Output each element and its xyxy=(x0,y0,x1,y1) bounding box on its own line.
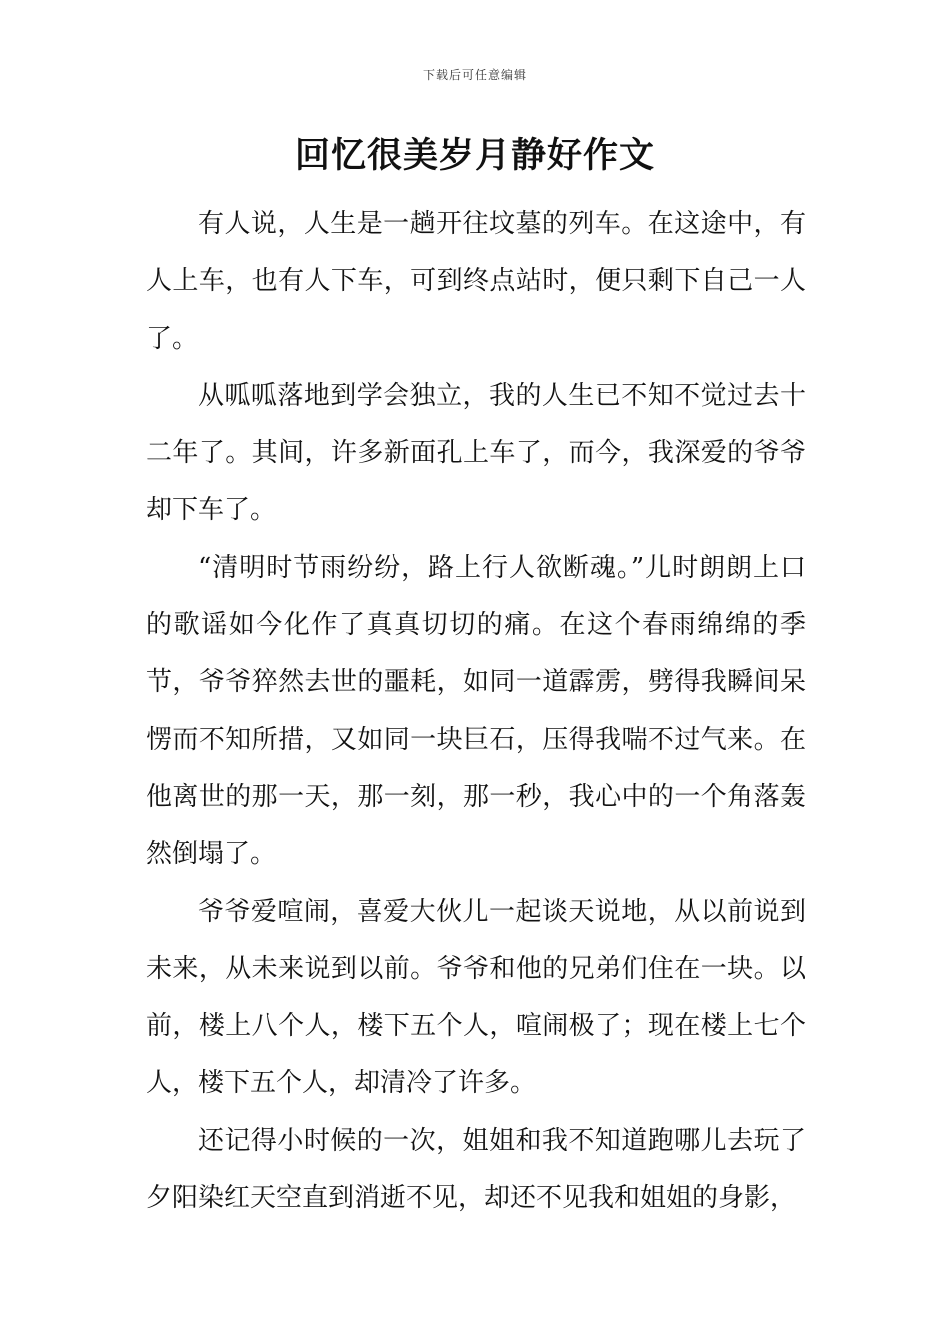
paragraph-3: “清明时节雨纷纷，路上行人欲断魂。”儿时朗朗上口的歌谣如今化作了真真切切的痛。在这个春雨绵绵的季节，爷爷猝然去世的噩耗，如同一道霹雳，劈得我瞬间呆愣而不知所措，又如同一块巨石，压得我喘不过气来。在他离世的那一天，那一刻，那一秒，我心中的一个角落轰然倒塌了。 xyxy=(146,552,806,870)
paragraph-2: 从呱呱落地到学会独立，我的人生已不知不觉过去十二年了。其间，许多新面孔上车了，而今，我深爱的爷爷却下车了。 xyxy=(146,380,806,526)
paragraph-5: 还记得小时候的一次，姐姐和我不知道跑哪儿去玩了夕阳染红天空直到消逝不见，却还不见我和姐姐的身影， xyxy=(146,1125,806,1214)
document-body xyxy=(146,196,806,1227)
paragraph-4: 爷爷爱喧闹，喜爱大伙儿一起谈天说地，从以前说到未来，从未来说到以前。爷爷和他的兄弟们住在一块。以前，楼上八个人，楼下五个人，喧闹极了；现在楼上七个人，楼下五个人，却清冷了许多。 xyxy=(146,896,806,1099)
paragraph-1: 有人说，人生是一趟开往坟墓的列车。在这途中，有人上车，也有人下车，可到终点站时，便只剩下自己一人了。 xyxy=(146,209,806,354)
document-title: 回忆很美岁月静好作文 xyxy=(294,136,655,176)
header-note: 下载后可任意编辑 xyxy=(422,68,527,82)
